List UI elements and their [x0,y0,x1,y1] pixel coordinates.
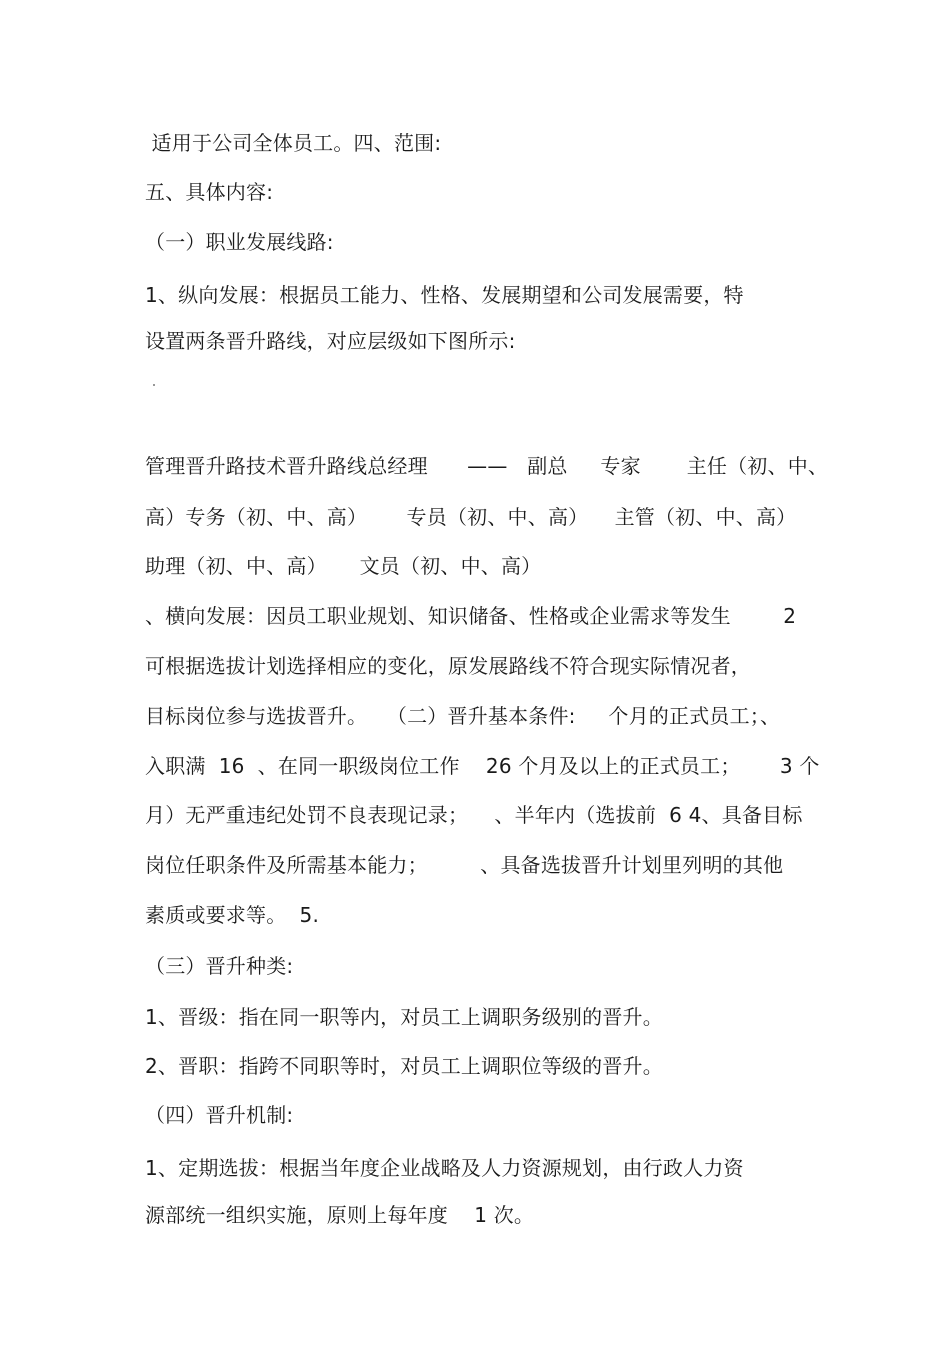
text-line-selection-plan: 可根据选拔计划选择相应的变化，原发展路线不符合现实际情况者， [145,654,751,678]
text-line-path-levels-1: 管理晋升路技术晋升路线总经理 —— 副总 专家 主任（初、中、 [145,454,829,478]
text-line-regular-selection: 1、定期选拔：根据当年度企业战略及人力资源规划，由行政人力资 [145,1156,744,1180]
text-line-position-promotion: 2、晋职：指跨不同职等时，对员工上调职位等级的晋升。 [145,1054,663,1078]
text-line-condition-tenure: 入职满 16 、在同一职级岗位工作 26 个月及以上的正式员工； 3 个 [145,754,820,778]
text-line-horizontal-development: 、横向发展：因员工职业规划、知识储备、性格或企业需求等发生 2 [145,604,797,628]
text-line-condition-ability: 岗位任职条件及所需基本能力； 、具备选拔晋升计划里列明的其他 [145,853,784,877]
text-line-condition-record: 月）无严重违纪处罚不良表现记录； 、半年内（选拔前 6 4、具备目标 [145,803,803,827]
subsection-heading-promotion-types: （三）晋升种类: [145,954,294,978]
text-line-vertical-development: 1、纵向发展：根据员工能力、性格、发展期望和公司发展需要，特 [145,283,744,307]
text-line-scope: 适用于公司全体员工。四、范围: [145,131,442,155]
subsection-heading-career-path: （一）职业发展线路: [145,230,334,254]
stray-dot [153,384,155,386]
text-line-condition-other: 素质或要求等。 5. [145,903,319,927]
text-line-basic-conditions: 目标岗位参与选拔晋升。 （二）晋升基本条件: 个月的正式员工；、 [145,704,781,728]
text-line-grade-promotion: 1、晋级：指在同一职等内，对员工上调职务级别的晋升。 [145,1005,663,1029]
section-heading-content: 五、具体内容: [145,180,274,204]
text-line-two-paths: 设置两条晋升路线，对应层级如下图所示: [145,329,516,353]
subsection-heading-promotion-mechanism: （四）晋升机制: [145,1103,294,1127]
text-line-path-levels-2: 高）专务（初、中、高） 专员（初、中、高） 主管（初、中、高） [145,505,797,529]
text-line-annual-frequency: 源部统一组织实施，原则上每年度 1 次。 [145,1203,535,1227]
text-line-path-levels-3: 助理（初、中、高） 文员（初、中、高） [145,554,542,578]
